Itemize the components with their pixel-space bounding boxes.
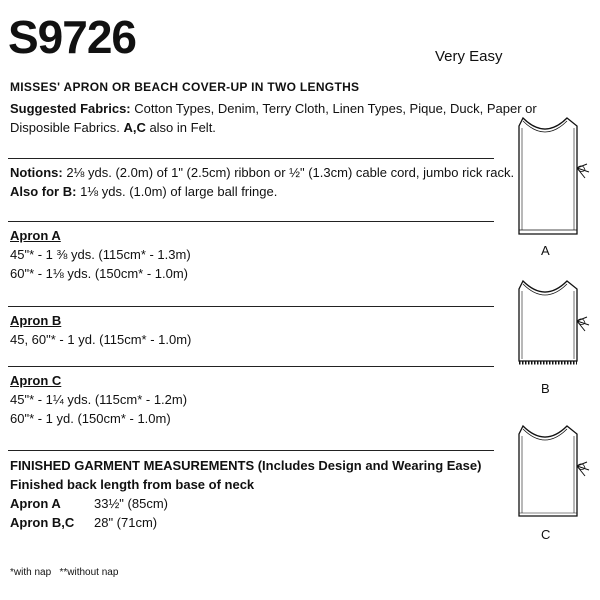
measurement-row — [10, 494, 481, 513]
divider-rule — [8, 306, 494, 307]
apron-b-yardage-1: 45, 60"* - 1 yd. (115cm* - 1.0m) — [10, 332, 192, 347]
divider-rule — [8, 450, 494, 451]
apron-c-heading: Apron C — [10, 373, 62, 388]
apron-a-yardage-1: 45"* - 1 ⅜ yds. (115cm* - 1.3m) — [10, 247, 191, 262]
apron-b-heading: Apron B — [10, 313, 62, 328]
notions-label: Notions: — [10, 165, 63, 180]
fabrics-bold-views: A,C — [123, 120, 146, 135]
measurements-heading: FINISHED GARMENT MEASUREMENTS (Includes Design and Wearing Ease) — [10, 458, 482, 473]
fabrics-section — [10, 99, 537, 137]
fabrics-line-2 — [10, 118, 537, 137]
notions-line-2 — [10, 182, 514, 201]
pattern-subtitle: MISSES' APRON OR BEACH COVER-UP IN TWO LENGTHS — [10, 80, 360, 94]
apron-c-yardage-1: 45"* - 1¼ yds. (115cm* - 1.2m) — [10, 392, 188, 407]
notions-line-1 — [10, 163, 514, 182]
divider-rule — [8, 158, 494, 159]
notions-text-2: 1⅛ yds. (1.0m) of large ball fringe. — [76, 184, 278, 199]
notions-text-1: 2⅛ yds. (2.0m) of 1" (2.5cm) ribbon or ½" (1.3cm) cable cord, jumbo rick rack. — [62, 165, 515, 180]
measurement-value: 28" (71cm) — [94, 515, 158, 530]
apron-a-yardage-2: 60"* - 1⅛ yds. (150cm* - 1.0m) — [10, 266, 189, 281]
fabrics-label: Suggested Fabrics: — [10, 101, 131, 116]
fabrics-text-1: Cotton Types, Denim, Terry Cloth, Linen Types, Pique, Duck, Paper or — [130, 101, 537, 116]
apron-c-illustration — [505, 420, 595, 520]
difficulty-label: Very Easy — [435, 48, 503, 65]
apron-c-section — [10, 371, 187, 428]
measurements-section — [10, 456, 481, 532]
pattern-number: S9726 — [8, 11, 137, 63]
measurement-label: Apron A — [10, 496, 61, 511]
fabrics-text-3: also in Felt. — [145, 120, 216, 135]
apron-b-illustration — [505, 275, 595, 375]
illustration-caption-b: B — [541, 381, 550, 396]
nap-footnote: *with nap **without nap — [10, 567, 119, 578]
apron-b-section — [10, 311, 191, 349]
fabrics-text-2: Disposible Fabrics. — [10, 120, 124, 135]
apron-a-section — [10, 226, 191, 283]
divider-rule — [8, 366, 494, 367]
illustration-caption-c: C — [541, 527, 551, 542]
apron-a-illustration — [505, 112, 595, 242]
illustration-caption-a: A — [541, 243, 550, 258]
measurements-subheading: Finished back length from base of neck — [10, 477, 255, 492]
apron-c-yardage-2: 60"* - 1 yd. (150cm* - 1.0m) — [10, 411, 171, 426]
notions-also-label: Also for B: — [10, 184, 77, 199]
apron-a-heading: Apron A — [10, 228, 61, 243]
divider-rule — [8, 221, 494, 222]
measurement-value: 33½" (85cm) — [94, 496, 168, 511]
measurement-row — [10, 513, 481, 532]
notions-section — [10, 163, 514, 201]
measurement-label: Apron B,C — [10, 515, 75, 530]
fabrics-line-1 — [10, 99, 537, 118]
